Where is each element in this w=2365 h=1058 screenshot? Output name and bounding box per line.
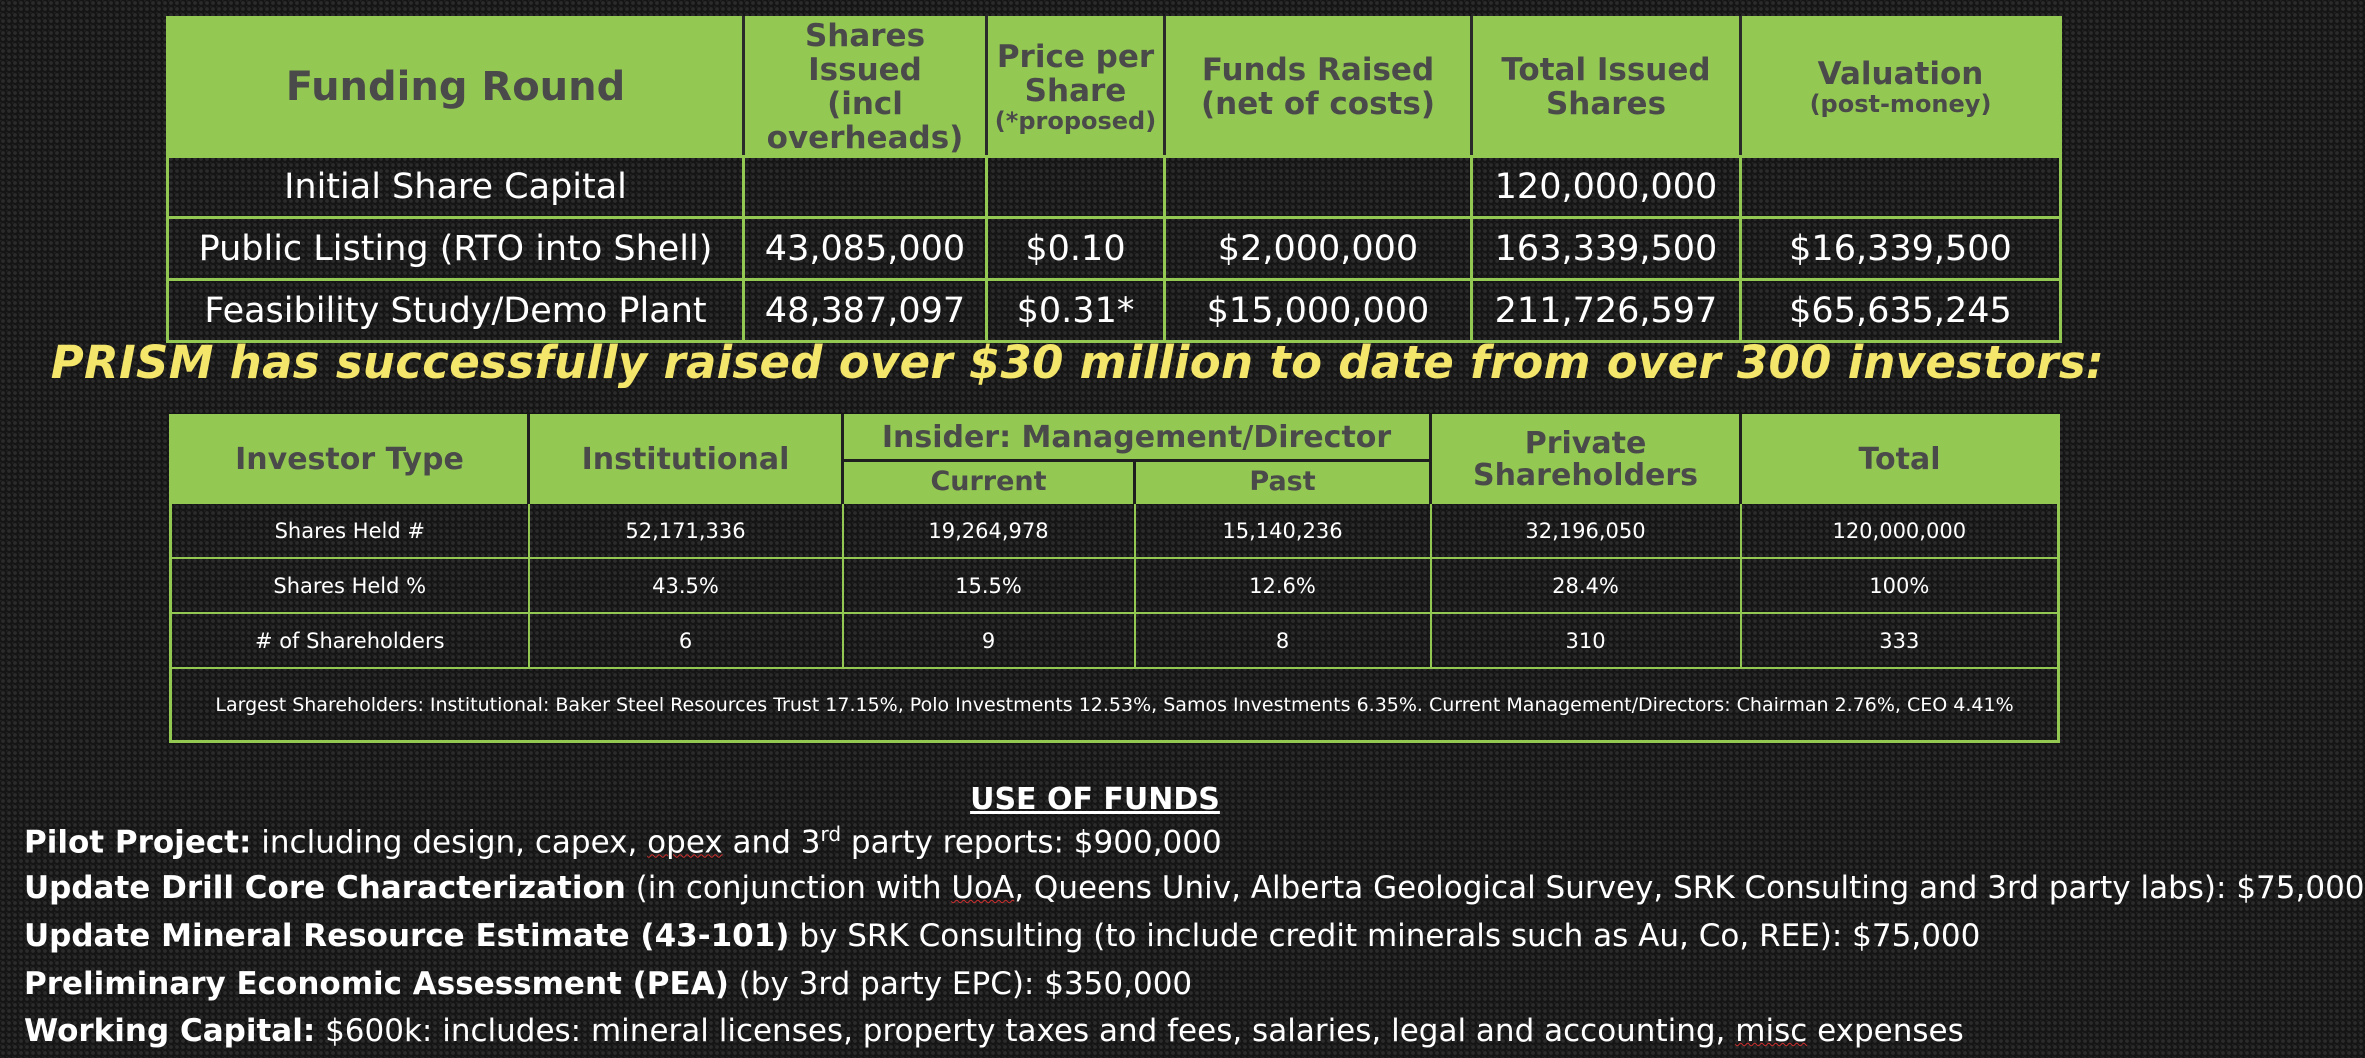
row-label: Shares Held %	[171, 558, 529, 613]
header-investor-type: Investor Type	[171, 416, 529, 504]
use-of-funds-item: Working Capital: $600k: includes: mineral licenses, property taxes and fees, salaries, legal and accounting, misc expenses	[24, 1013, 1964, 1049]
price-per-share: $0.31*	[987, 280, 1165, 342]
header-insider: Insider: Management/Director	[843, 416, 1431, 461]
shares-issued: 43,085,000	[744, 218, 987, 280]
valuation	[1741, 157, 2061, 218]
valuation: $65,635,245	[1741, 280, 2061, 342]
total-issued-shares: 120,000,000	[1472, 157, 1741, 218]
private-value: 32,196,050	[1431, 503, 1741, 558]
total-value: 120,000,000	[1741, 503, 2059, 558]
institutional-value: 6	[529, 613, 843, 668]
header-past: Past	[1135, 461, 1431, 504]
total-value: 100%	[1741, 558, 2059, 613]
funding-row	[168, 280, 2061, 342]
total-value: 333	[1741, 613, 2059, 668]
header-total: Total	[1741, 416, 2059, 504]
round-name: Feasibility Study/Demo Plant	[168, 280, 744, 342]
current-value: 15.5%	[843, 558, 1135, 613]
investor-table	[169, 414, 2060, 743]
use-of-funds-item: Pilot Project: including design, capex, opex and 3rd party reports: $900,000	[24, 822, 1222, 861]
header-institutional: Institutional	[529, 416, 843, 504]
header-valuation: Valuation (post-money)	[1741, 18, 2061, 157]
funding-round-table	[166, 16, 2062, 343]
header-price-per-share: Price per Share (*proposed)	[987, 18, 1165, 157]
header-funding-round: Funding Round	[168, 18, 744, 157]
private-value: 310	[1431, 613, 1741, 668]
funding-row	[168, 157, 2061, 218]
valuation: $16,339,500	[1741, 218, 2061, 280]
total-issued-shares: 163,339,500	[1472, 218, 1741, 280]
institutional-value: 52,171,336	[529, 503, 843, 558]
funding-header-row	[168, 18, 2061, 157]
current-value: 19,264,978	[843, 503, 1135, 558]
funds-raised: $2,000,000	[1165, 218, 1472, 280]
row-label: Shares Held #	[171, 503, 529, 558]
header-total-issued-shares: Total Issued Shares	[1472, 18, 1741, 157]
price-per-share: $0.10	[987, 218, 1165, 280]
shares-issued	[744, 157, 987, 218]
investor-row	[171, 503, 2059, 558]
largest-shareholders-note: Largest Shareholders: Institutional: Baker Steel Resources Trust 17.15%, Polo Investments 12.53%, Samos Investments 6.35%. Current Management/Directors: Chairman 2.76%, CEO 4.41%	[171, 668, 2059, 742]
investor-row	[171, 558, 2059, 613]
header-current: Current	[843, 461, 1135, 504]
price-per-share	[987, 157, 1165, 218]
investor-row	[171, 613, 2059, 668]
tagline: PRISM has successfully raised over $30 million to date from over 300 investors:	[50, 336, 2105, 389]
total-issued-shares: 211,726,597	[1472, 280, 1741, 342]
round-name: Public Listing (RTO into Shell)	[168, 218, 744, 280]
past-value: 15,140,236	[1135, 503, 1431, 558]
shares-issued: 48,387,097	[744, 280, 987, 342]
header-shares-issued: Shares Issued (incl overheads)	[744, 18, 987, 157]
current-value: 9	[843, 613, 1135, 668]
use-of-funds-item: Update Mineral Resource Estimate (43-101) by SRK Consulting (to include credit minerals such as Au, Co, REE): $75,000	[24, 918, 1981, 954]
funds-raised: $15,000,000	[1165, 280, 1472, 342]
round-name: Initial Share Capital	[168, 157, 744, 218]
past-value: 12.6%	[1135, 558, 1431, 613]
funds-raised	[1165, 157, 1472, 218]
investor-header-row	[171, 416, 2059, 461]
use-of-funds-item: Preliminary Economic Assessment (PEA) (by 3rd party EPC): $350,000	[24, 966, 1193, 1002]
row-label: # of Shareholders	[171, 613, 529, 668]
private-value: 28.4%	[1431, 558, 1741, 613]
use-of-funds-title: USE OF FUNDS	[970, 782, 1220, 817]
institutional-value: 43.5%	[529, 558, 843, 613]
funding-row	[168, 218, 2061, 280]
use-of-funds-item: Update Drill Core Characterization (in conjunction with UoA, Queens Univ, Alberta Geological Survey, SRK Consulting and 3rd party labs): $75,000	[24, 870, 2365, 906]
header-private-shareholders: Private Shareholders	[1431, 416, 1741, 504]
largest-shareholders-row	[171, 668, 2059, 742]
header-funds-raised: Funds Raised (net of costs)	[1165, 18, 1472, 157]
past-value: 8	[1135, 613, 1431, 668]
